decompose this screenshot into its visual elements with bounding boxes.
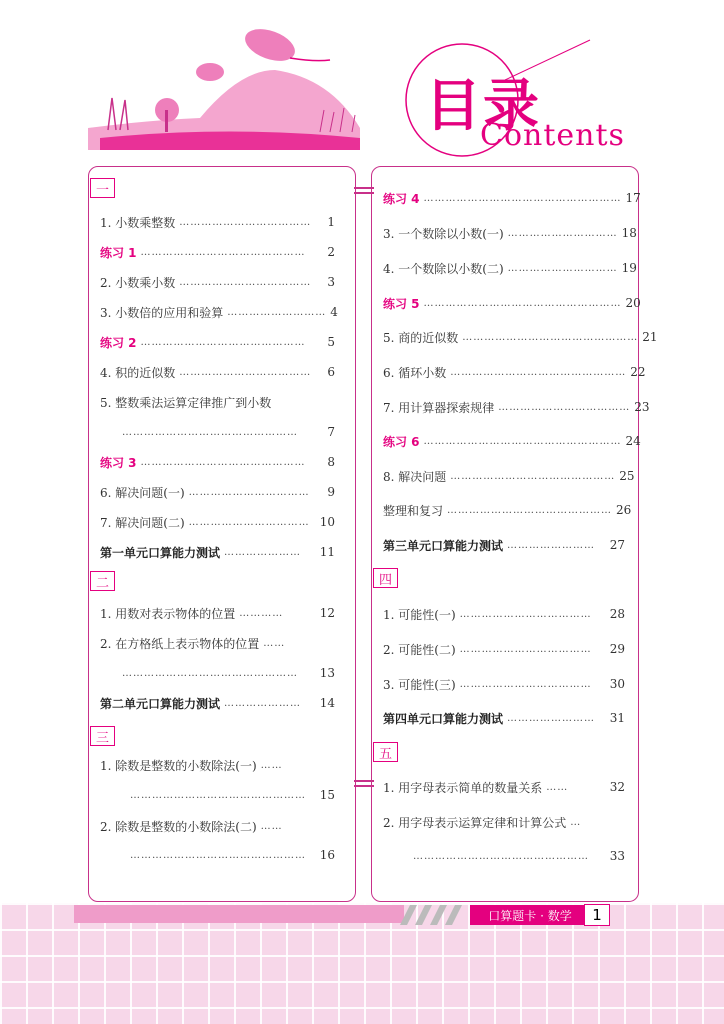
leader-dots: …………………: [224, 546, 302, 558]
toc-entry[interactable]: [100, 846, 335, 864]
leader-dots: …………………………………………: [450, 366, 627, 378]
page-number: 6: [327, 365, 335, 379]
toc-entry[interactable]: 1. 小数乘整数 ……………………………… 1: [100, 215, 335, 230]
page-number: 28: [609, 607, 625, 621]
leader-dots: ………………………………: [498, 401, 631, 413]
page-number: 30: [609, 677, 625, 691]
toc-entry[interactable]: 2. 在方格纸上表示物体的位置 ……: [100, 634, 335, 652]
leader-dots: …………………………………………: [122, 667, 298, 679]
toc-entry[interactable]: [100, 664, 335, 682]
page-number: 14: [319, 696, 335, 710]
section-header: [90, 178, 225, 198]
toc-entry[interactable]: 练习 4 ……………………………………………… 17: [383, 191, 641, 206]
leader-dots: ………………………: [227, 306, 327, 318]
leader-dots: …………………………………………: [130, 849, 306, 861]
toc-entry[interactable]: 8. 解决问题 ……………………………………… 25: [383, 469, 635, 484]
toc-entry[interactable]: 4. 一个数除以小数(二) ………………………… 19: [383, 261, 637, 276]
page-number: 13: [319, 666, 335, 680]
leader-dots: ………………………………………: [140, 336, 306, 348]
page-number: 27: [609, 538, 625, 552]
toc-entry[interactable]: 练习 1 ……………………………………… 2: [100, 245, 335, 260]
page-number: 26: [616, 503, 632, 517]
page-number: 18: [621, 226, 637, 240]
toc-entry[interactable]: 6. 解决问题(一) …………………………… 9: [100, 485, 335, 500]
toc-entry[interactable]: 整理和复习 ……………………………………… 26: [383, 503, 632, 518]
section-label: 小数乘法: [121, 181, 178, 197]
leader-dots: ………………………………: [179, 276, 312, 288]
footer-strip: [74, 905, 404, 923]
page-number: 3: [327, 275, 335, 289]
page-number: 4: [330, 305, 338, 319]
leader-dots: …: [570, 816, 582, 828]
leader-dots: ………………………………………: [140, 456, 306, 468]
page-number: 22: [630, 365, 646, 379]
toc-entry[interactable]: 7. 解决问题(二) …………………………… 10: [100, 515, 335, 530]
toc-entry[interactable]: 3. 小数倍的应用和验算 ……………………… 4: [100, 305, 338, 320]
leader-dots: …………: [239, 607, 284, 619]
section-label: 可能性: [404, 571, 447, 587]
page-number: 20: [625, 296, 641, 310]
toc-entry[interactable]: 5. 整数乘法运算定律推广到小数: [100, 395, 272, 410]
section-number: 五: [373, 742, 398, 762]
toc-entry[interactable]: 7. 用计算器探索规律 ……………………………… 23: [383, 400, 650, 415]
page-number: 11: [319, 545, 335, 559]
page-number-badge: 1: [584, 904, 610, 926]
leader-dots: …………………………………………: [462, 331, 639, 343]
section-number: 三: [90, 726, 115, 746]
toc-entry[interactable]: 1. 用数对表示物体的位置 ………… 12: [100, 606, 335, 621]
page-number: 24: [625, 434, 641, 448]
leader-dots: …………………………: [507, 227, 618, 239]
leader-dots: ………………………………: [179, 216, 312, 228]
toc-entry[interactable]: 3. 一个数除以小数(一) ………………………… 18: [383, 226, 637, 241]
leader-dots: ………………………………: [459, 678, 592, 690]
toc-entry[interactable]: 2. 可能性(二) ……………………………… 29: [383, 642, 625, 657]
toc-entry[interactable]: 5. 商的近似数 ………………………………………… 21: [383, 330, 658, 345]
section-header: [373, 742, 508, 762]
page-number: 1: [327, 215, 335, 229]
page-number: 31: [609, 711, 625, 725]
leader-dots: ………………………………: [459, 643, 592, 655]
page-number: 5: [327, 335, 335, 349]
toc-entry[interactable]: 2. 小数乘小数 ……………………………… 3: [100, 275, 335, 290]
page-number: 19: [621, 261, 637, 275]
leader-dots: …………………………………………: [122, 426, 298, 438]
page-number: 16: [319, 848, 335, 862]
page-number: 25: [619, 469, 635, 483]
leader-dots: ……………………………: [188, 486, 310, 498]
toc-entry[interactable]: 练习 3 ……………………………………… 8: [100, 455, 335, 470]
page-subtitle: Contents: [480, 118, 625, 153]
toc-entry[interactable]: 4. 积的近似数 ……………………………… 6: [100, 365, 335, 380]
leader-dots: ……………………………: [188, 516, 310, 528]
leader-dots: ………………………………: [179, 366, 312, 378]
page-number: 15: [319, 788, 335, 802]
book-title: 口算题卡 · 数学: [470, 905, 610, 925]
leader-dots: ………………………………………………: [423, 435, 622, 447]
toc-entry[interactable]: 第三单元口算能力测试 …………………… 27: [383, 538, 625, 553]
toc-entry[interactable]: 练习 2 ……………………………………… 5: [100, 335, 335, 350]
leader-dots: ………………………………………: [447, 504, 613, 516]
page-number: 32: [609, 780, 625, 794]
leader-dots: …………………………………………: [413, 850, 589, 862]
toc-entry[interactable]: 第二单元口算能力测试 ………………… 14: [100, 696, 335, 711]
toc-entry[interactable]: 2. 除数是整数的小数除法(二) ……: [100, 817, 335, 835]
leader-dots: ………………………………………: [450, 470, 616, 482]
toc-entry[interactable]: 1. 除数是整数的小数除法(一) ……: [100, 756, 335, 774]
leader-dots: …………………………: [507, 262, 618, 274]
page-number: 10: [319, 515, 335, 529]
leader-dots: …………………: [224, 697, 302, 709]
leader-dots: ………………………………………………: [423, 297, 622, 309]
section-label: 简易方程: [404, 745, 461, 761]
binder-ring: [354, 780, 374, 788]
section-header: [90, 726, 225, 746]
section-number: 二: [90, 571, 115, 591]
leader-dots: ……: [263, 637, 286, 649]
page-number: 21: [642, 330, 658, 344]
leader-dots: …………………………………………: [130, 789, 306, 801]
toc-entry[interactable]: [100, 423, 335, 441]
toc-entry[interactable]: 1. 用字母表示简单的数量关系 …… 32: [383, 780, 625, 795]
section-number: 四: [373, 568, 398, 588]
leader-dots: ……: [260, 820, 283, 832]
section-header: [90, 571, 225, 591]
leader-dots: ………………………………………………: [423, 192, 622, 204]
toc-entry[interactable]: [383, 847, 625, 865]
page-number: 23: [634, 400, 650, 414]
page-number: 9: [327, 485, 335, 499]
page-number: 2: [327, 245, 335, 259]
leader-dots: ……: [260, 759, 283, 771]
leader-dots: ………………………………: [459, 608, 592, 620]
binder-ring: [354, 187, 374, 195]
section-label: 小数除法: [121, 729, 178, 745]
leader-dots: ……: [546, 781, 569, 793]
footer-stripes: [395, 905, 465, 925]
leader-dots: ………………………………………: [140, 246, 306, 258]
page-title: 目录: [425, 74, 541, 139]
page-number: 8: [327, 455, 335, 469]
page-number: 7: [327, 425, 335, 439]
toc-entry[interactable]: 练习 5 ……………………………………………… 20: [383, 296, 641, 311]
toc-entry[interactable]: 练习 6 ……………………………………………… 24: [383, 434, 641, 449]
page-number: 17: [625, 191, 641, 205]
section-number: 一: [90, 178, 115, 198]
toc-entry[interactable]: 2. 用字母表示运算定律和计算公式 …: [383, 813, 625, 831]
toc-entry[interactable]: [100, 786, 335, 804]
toc-entry[interactable]: 第四单元口算能力测试 …………………… 31: [383, 711, 625, 726]
page-number: 29: [609, 642, 625, 656]
toc-entry[interactable]: 6. 循环小数 ………………………………………… 22: [383, 365, 646, 380]
toc-entry[interactable]: 1. 可能性(一) ……………………………… 28: [383, 607, 625, 622]
section-label: 位置: [121, 574, 150, 590]
toc-entry[interactable]: 3. 可能性(三) ……………………………… 30: [383, 677, 625, 692]
leader-dots: ……………………: [507, 712, 596, 724]
toc-entry[interactable]: 第一单元口算能力测试 ………………… 11: [100, 545, 335, 560]
page-number: 12: [319, 606, 335, 620]
section-header: [373, 568, 508, 588]
leader-dots: ……………………: [507, 539, 596, 551]
page-number: 33: [609, 849, 625, 863]
